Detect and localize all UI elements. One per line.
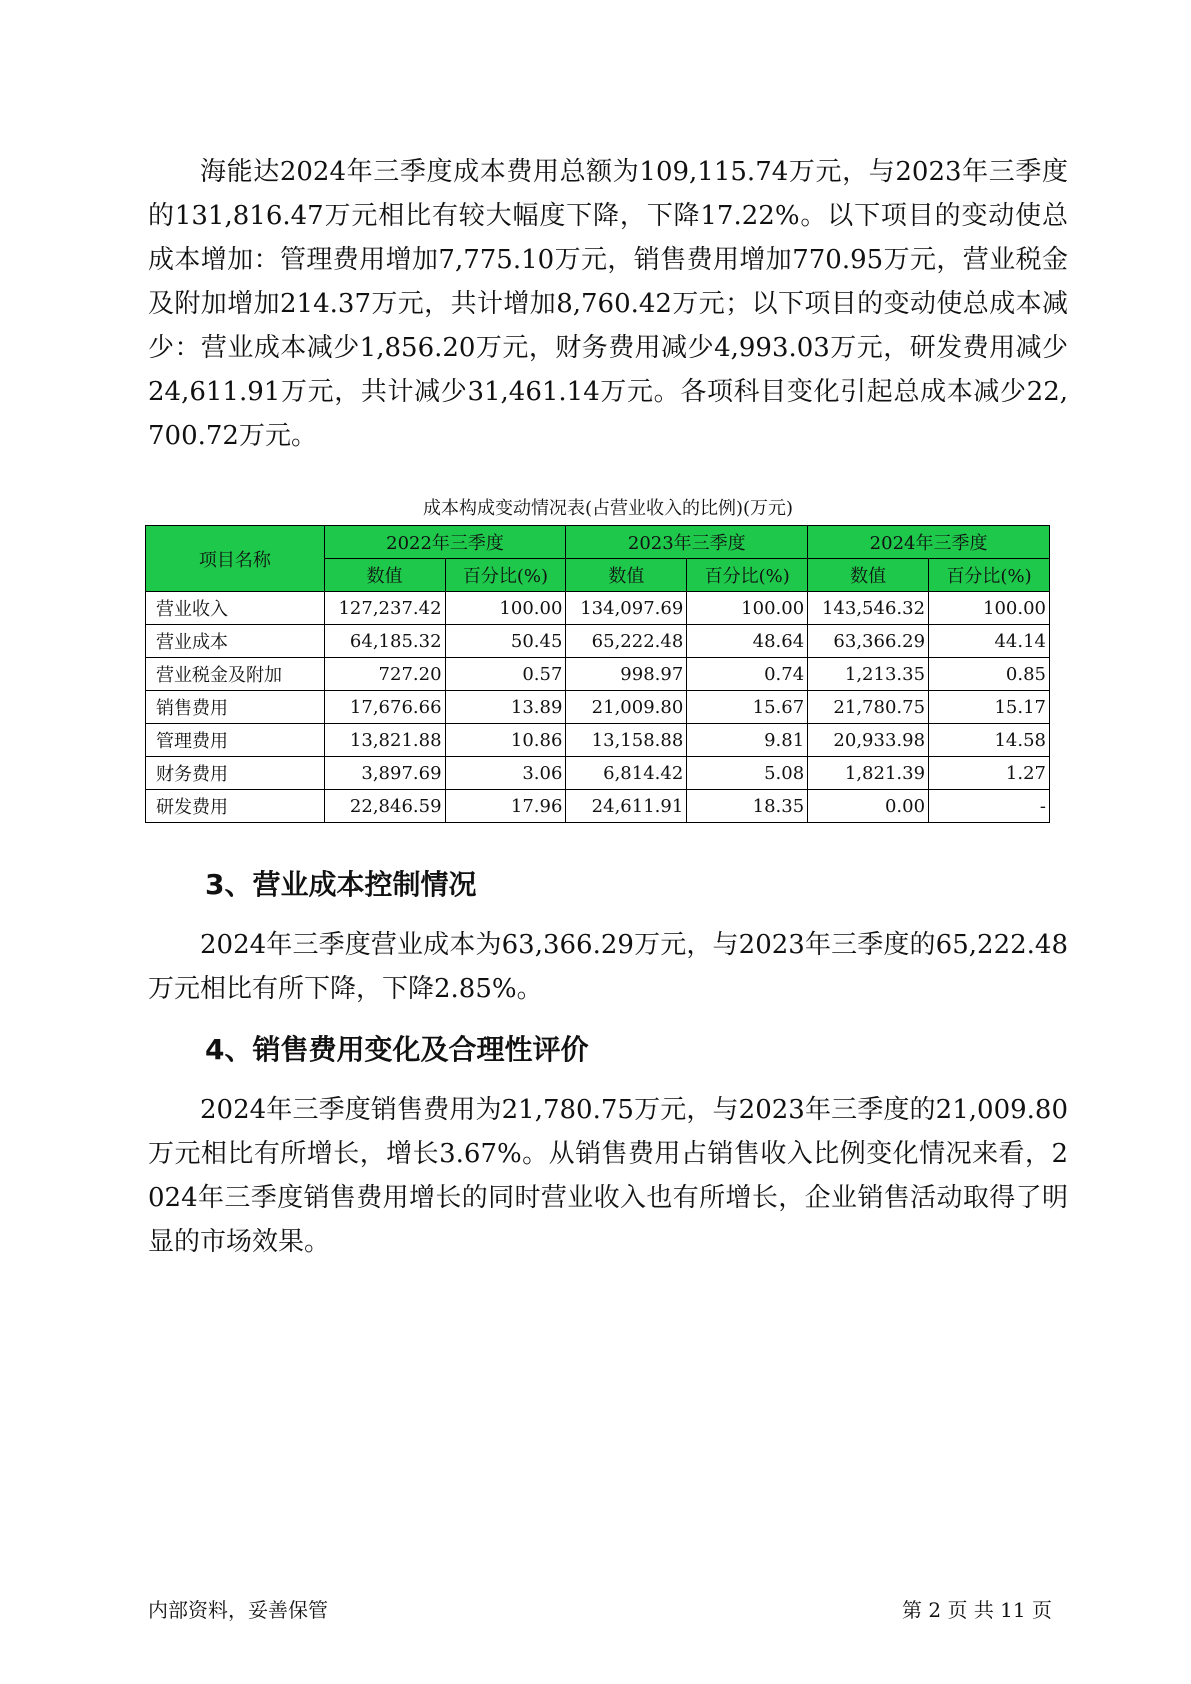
row-value-cell: 64,185.32 — [324, 625, 445, 658]
header-period-2024: 2024年三季度 — [808, 526, 1050, 559]
row-percent-cell: 0.85 — [929, 658, 1050, 691]
row-percent-cell: 1.27 — [929, 757, 1050, 790]
row-percent-cell: 0.57 — [445, 658, 566, 691]
header-pct-2024: 百分比(%) — [929, 559, 1050, 592]
footer-page-number: 第 2 页 共 11 页 — [902, 1598, 1052, 1622]
row-percent-cell: - — [929, 790, 1050, 823]
row-value-cell: 3,897.69 — [324, 757, 445, 790]
row-item-name: 销售费用 — [146, 691, 325, 724]
table-row — [146, 724, 1050, 757]
table-row — [146, 592, 1050, 625]
row-value-cell: 6,814.42 — [566, 757, 687, 790]
row-percent-cell: 17.96 — [445, 790, 566, 823]
header-value-2024: 数值 — [808, 559, 929, 592]
row-percent-cell: 15.17 — [929, 691, 1050, 724]
header-pct-2023: 百分比(%) — [687, 559, 808, 592]
row-value-cell: 0.00 — [808, 790, 929, 823]
row-percent-cell: 50.45 — [445, 625, 566, 658]
row-item-name: 营业收入 — [146, 592, 325, 625]
row-value-cell: 24,611.91 — [566, 790, 687, 823]
row-value-cell: 727.20 — [324, 658, 445, 691]
row-value-cell: 65,222.48 — [566, 625, 687, 658]
row-percent-cell: 18.35 — [687, 790, 808, 823]
row-percent-cell: 100.00 — [445, 592, 566, 625]
table-row — [146, 691, 1050, 724]
header-value-2022: 数值 — [324, 559, 445, 592]
row-value-cell: 21,780.75 — [808, 691, 929, 724]
row-percent-cell: 9.81 — [687, 724, 808, 757]
row-percent-cell: 15.67 — [687, 691, 808, 724]
row-percent-cell: 100.00 — [687, 592, 808, 625]
row-value-cell: 63,366.29 — [808, 625, 929, 658]
row-percent-cell: 14.58 — [929, 724, 1050, 757]
row-value-cell: 1,821.39 — [808, 757, 929, 790]
row-value-cell: 13,158.88 — [566, 724, 687, 757]
row-percent-cell: 3.06 — [445, 757, 566, 790]
row-percent-cell: 44.14 — [929, 625, 1050, 658]
table-row — [146, 625, 1050, 658]
row-percent-cell: 0.74 — [687, 658, 808, 691]
section3-paragraph: 2024年三季度营业成本为63,366.29万元，与2023年三季度的65,222.48万元相比有所下降，下降2.85%。 — [148, 930, 1068, 1004]
row-percent-cell: 48.64 — [687, 625, 808, 658]
header-period-2023: 2023年三季度 — [566, 526, 808, 559]
table-row — [146, 757, 1050, 790]
table-row — [146, 790, 1050, 823]
row-value-cell: 127,237.42 — [324, 592, 445, 625]
row-value-cell: 13,821.88 — [324, 724, 445, 757]
row-value-cell: 17,676.66 — [324, 691, 445, 724]
row-percent-cell: 10.86 — [445, 724, 566, 757]
row-percent-cell: 100.00 — [929, 592, 1050, 625]
footer-confidential-note: 内部资料，妥善保管 — [148, 1598, 328, 1622]
row-item-name: 营业成本 — [146, 625, 325, 658]
header-period-2022: 2022年三季度 — [324, 526, 566, 559]
row-value-cell: 143,546.32 — [808, 592, 929, 625]
row-percent-cell: 5.08 — [687, 757, 808, 790]
row-value-cell: 20,933.98 — [808, 724, 929, 757]
row-value-cell: 21,009.80 — [566, 691, 687, 724]
row-value-cell: 134,097.69 — [566, 592, 687, 625]
row-value-cell: 22,846.59 — [324, 790, 445, 823]
header-item-name: 项目名称 — [146, 526, 325, 592]
table-header-row — [146, 526, 1050, 559]
table-caption: 成本构成变动情况表(占营业收入的比例)(万元) — [422, 498, 794, 519]
row-item-name: 财务费用 — [146, 757, 325, 790]
section4-paragraph: 2024年三季度销售费用为21,780.75万元，与2023年三季度的21,009.80万元相比有所增长，增长3.67%。从销售费用占销售收入比例变化情况来看，2024年三季度销售费用增长的同时营业收入也有所增长，企业销售活动取得了明显的市场效果。 — [148, 1095, 1068, 1257]
row-percent-cell: 13.89 — [445, 691, 566, 724]
row-item-name: 管理费用 — [146, 724, 325, 757]
row-item-name: 研发费用 — [146, 790, 325, 823]
header-pct-2022: 百分比(%) — [445, 559, 566, 592]
cost-structure-table — [145, 525, 1050, 823]
row-item-name: 营业税金及附加 — [146, 658, 325, 691]
row-value-cell: 1,213.35 — [808, 658, 929, 691]
section-heading-cost-control: 3、营业成本控制情况 — [205, 868, 477, 901]
intro-paragraph: 海能达2024年三季度成本费用总额为109,115.74万元，与2023年三季度的131,816.47万元相比有较大幅度下降，下降17.22%。以下项目的变动使总成本增加：管理费用增加7,775.10万元，销售费用增加770.95万元，营业税金及附加增加214.37万元，共计增加8,760.42万元；以下项目的变动使总成本减少：营业成本减少1,856.20万元，财务费用减少4,993.03万元，研发费用减少24,611.91万元，共计减少31,461.14万元。各项科目变化引起总成本减少22,700.72万元。 — [148, 157, 1068, 451]
table-row — [146, 658, 1050, 691]
header-value-2023: 数值 — [566, 559, 687, 592]
section-heading-sales-expense: 4、销售费用变化及合理性评价 — [205, 1033, 589, 1066]
table-body — [146, 592, 1050, 823]
row-value-cell: 998.97 — [566, 658, 687, 691]
